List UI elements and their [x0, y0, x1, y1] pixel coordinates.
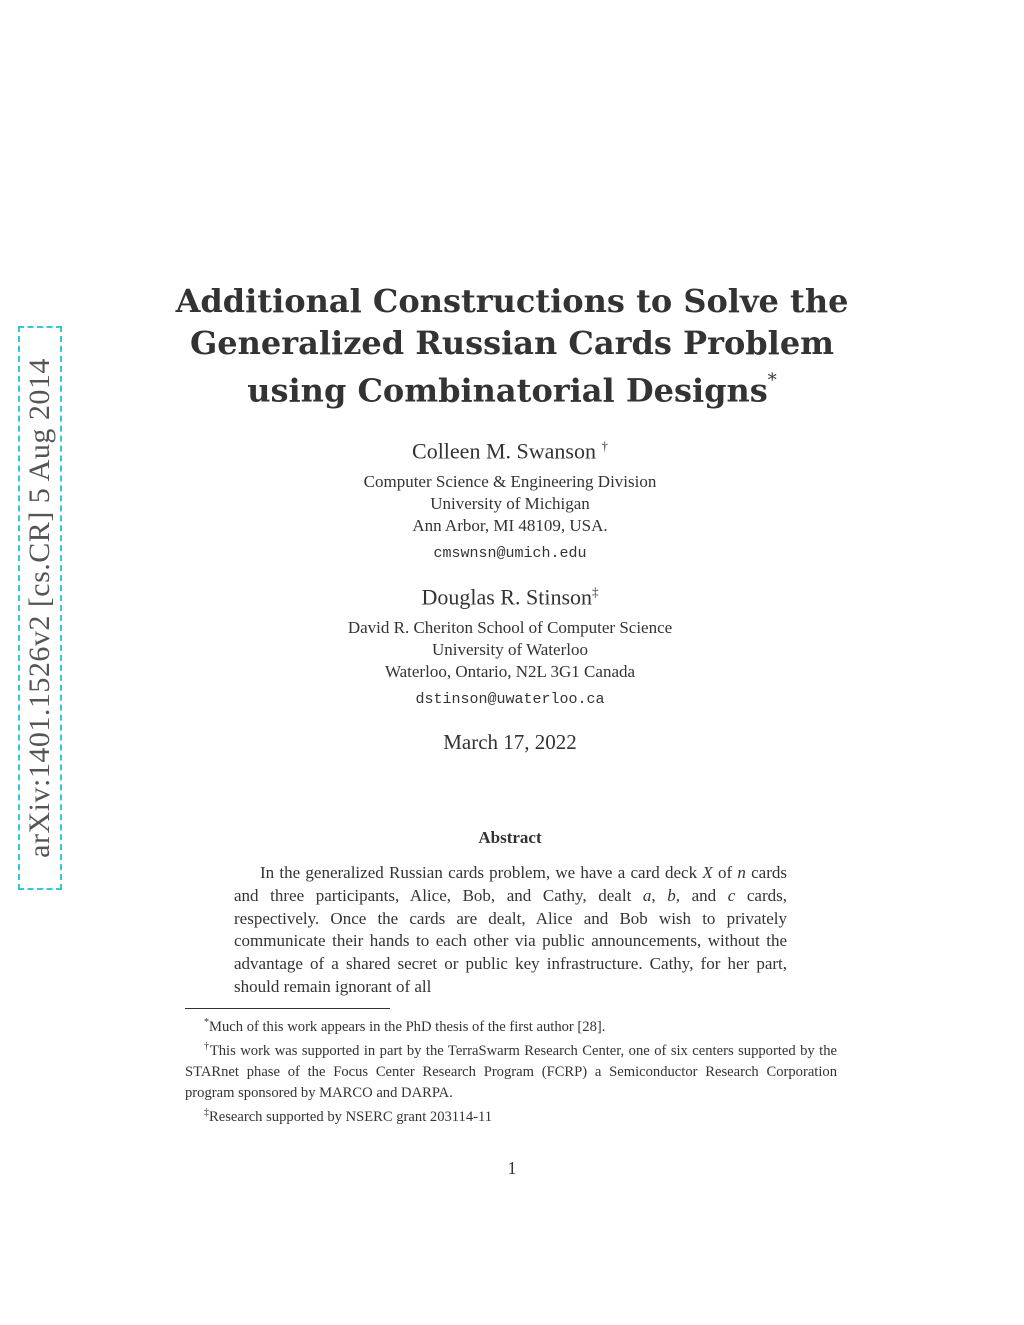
author-email[interactable]: dstinson@uwaterloo.ca — [415, 691, 605, 709]
author-name-text: Douglas R. Stinson — [421, 584, 593, 610]
abstract-heading: Abstract — [478, 828, 542, 847]
title-line: Generalized Russian Cards Problem — [189, 324, 835, 362]
author-affiliation: Ann Arbor, MI 48109, USA. — [412, 516, 608, 536]
author-footnote-mark: ‡ — [592, 584, 599, 599]
author-affiliation: University of Michigan — [430, 494, 590, 514]
page-number: 1 — [507, 1158, 517, 1178]
title-footnote-mark: * — [767, 370, 777, 391]
author-block — [200, 432, 820, 562]
author-name-text: Colleen M. Swanson — [412, 438, 596, 464]
author-footnote-mark: † — [601, 438, 608, 453]
footnote-rule — [185, 1008, 390, 1009]
paper-title — [160, 280, 864, 412]
arxiv-stamp-text: arXiv:1401.1526v2 [cs.CR] 5 Aug 2014 — [23, 358, 56, 858]
author-name — [200, 578, 820, 611]
author-affiliation: Waterloo, Ontario, N2L 3G1 Canada — [384, 662, 636, 682]
author-affiliation: Computer Science & Engineering Division — [363, 472, 657, 492]
footnote: †This work was supported in part by the TerraSwarm Research Center, one of six centers supported by the STARnet phase of the Focus Center Research Program (FCRP) a Semiconductor Research Corporation program sponsored by MARCO and DARPA. — [185, 1041, 837, 1101]
title-line: Additional Constructions to Solve the — [175, 282, 849, 320]
footnote: *Much of this work appears in the PhD thesis of the first author [28]. — [204, 1017, 606, 1035]
abstract-text: In the generalized Russian cards problem, we have a card deck X of n cards and three participants, Alice, Bob, and Cathy, dealt a, b, and c cards, respectively. Once the cards are dealt, Alice and Bob wish to privately communicate their hands to each other via public announcements, without the advantage of a shared secret or public key infrastructure. Cathy, for her part, should remain ignorant of all — [234, 863, 788, 996]
author-affiliation: University of Waterloo — [431, 640, 588, 660]
footnotes — [185, 1013, 837, 1128]
arxiv-stamp — [18, 326, 62, 890]
author-affiliation: David R. Cheriton School of Computer Science — [347, 618, 673, 638]
author-block — [200, 578, 820, 708]
paper-date: March 17, 2022 — [443, 730, 577, 754]
author-name — [200, 432, 820, 465]
footnote: ‡Research supported by NSERC grant 203114-11 — [204, 1107, 493, 1125]
title-line — [160, 364, 864, 412]
author-email[interactable]: cmswnsn@umich.edu — [433, 545, 587, 563]
title-line-text: using Combinatorial Designs — [247, 371, 768, 410]
